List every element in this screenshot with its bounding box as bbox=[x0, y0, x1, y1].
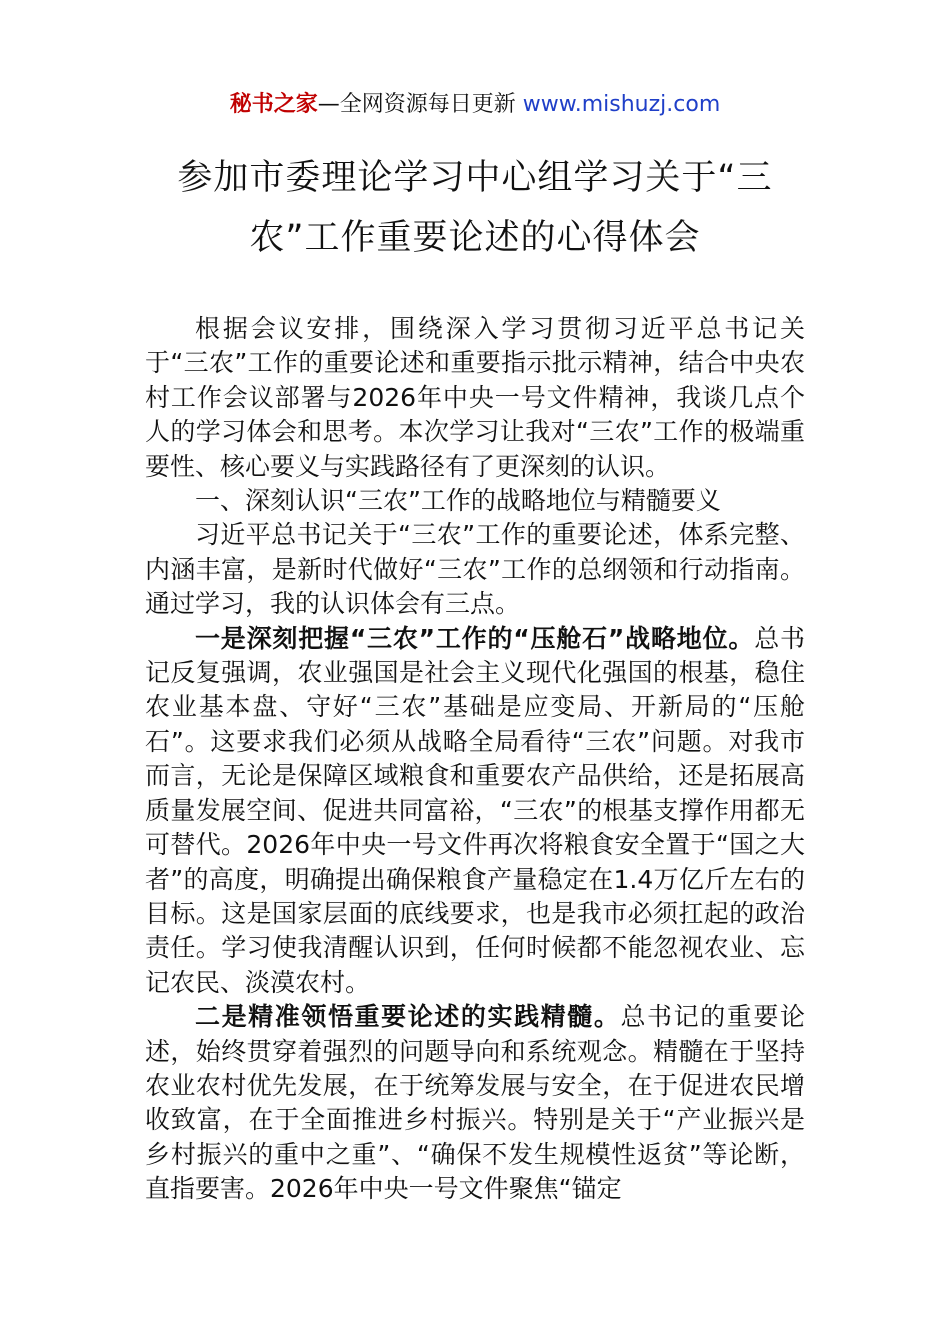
section-heading-1 bbox=[145, 484, 805, 518]
paragraph-intro bbox=[145, 312, 805, 484]
paragraph-point-2 bbox=[145, 1000, 805, 1206]
paragraph-point-1 bbox=[145, 622, 805, 1000]
site-brand: 秘书之家 bbox=[229, 92, 318, 117]
paragraph-text: 总书记的重要论述，始终贯穿着强烈的问题导向和系统观念。精髓在于坚持农业农村优先发展，在于统筹发展与安全，在于促进农民增收致富，在于全面推进乡村振兴。特别是关于“产业振兴是乡村振兴的重中之重”、“确保不发生规模性返贫”等论断，直指要害。2026年中央一号文件聚焦“锚定 bbox=[145, 1002, 805, 1204]
site-url-link[interactable]: www.mishuzj.com bbox=[522, 92, 721, 117]
site-header bbox=[0, 88, 950, 122]
section-heading-text: 一、深刻认识“三农”工作的战略地位与精髓要义 bbox=[195, 486, 721, 516]
document-body bbox=[145, 312, 805, 1207]
paragraph-lead: 一是深刻把握“三农”工作的“压舱石”战略地位。 bbox=[195, 623, 755, 653]
paragraph-text: 根据会议安排，围绕深入学习贯彻习近平总书记关于“三农”工作的重要论述和重要指示批示精神，结合中央农村工作会议部署与2026年中央一号文件精神，我谈几点个人的学习体会和思考。本次学习让我对“三农”工作的极端重要性、核心要义与实践路径有了更深刻的认识。 bbox=[145, 314, 805, 481]
paragraph-text: 总书记反复强调，农业强国是社会主义现代化强国的根基，稳住农业基本盘、守好“三农”基础是应变局、开新局的“压舱石”。这要求我们必须从战略全局看待“三农”问题。对我市而言，无论是保障区域粮食和重要农产品供给，还是拓展高质量发展空间、促进共同富裕，“三农”的根基支撑作用都无可替代。2026年中央一号文件再次将粮食安全置于“国之大者”的高度，明确提出确保粮食产量稳定在1.4万亿斤左右的目标。这是国家层面的底线要求，也是我市必须扛起的政治责任。学习使我清醒认识到，任何时候都不能忽视农业、忘记农民、淡漠农村。 bbox=[145, 623, 805, 997]
paragraph-lead: 二是精准领悟重要论述的实践精髓。 bbox=[195, 1002, 621, 1032]
document-title: 参加市委理论学习中心组学习关于“三农”工作重要论述的心得体会 bbox=[177, 158, 773, 258]
site-slogan: —全网资源每日更新 bbox=[317, 92, 523, 117]
paragraph-section-intro bbox=[145, 518, 805, 621]
paragraph-text: 习近平总书记关于“三农”工作的重要论述，体系完整、内涵丰富，是新时代做好“三农”工作的总纲领和行动指南。通过学习，我的认识体会有三点。 bbox=[145, 520, 805, 619]
